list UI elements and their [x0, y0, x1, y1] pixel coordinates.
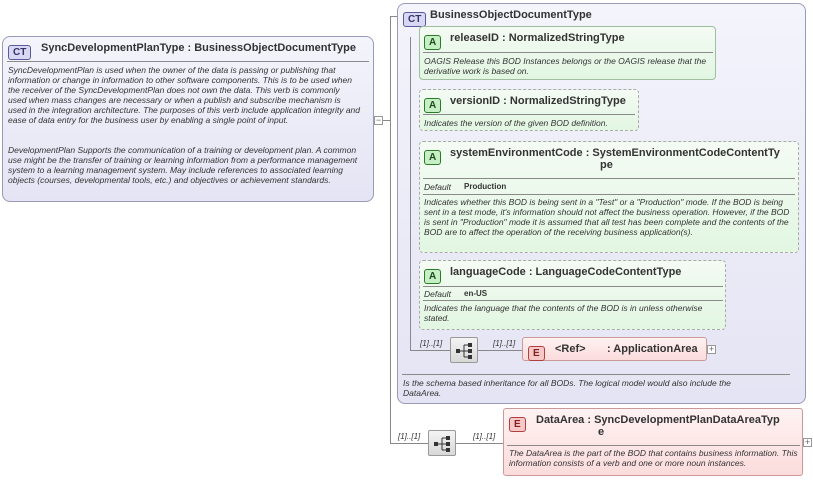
attribute-title: systemEnvironmentCode : SystemEnvironmentCodeContentTy — [450, 147, 780, 159]
multiplicity-label: [1]..[1] — [420, 339, 443, 348]
divider — [423, 300, 723, 301]
connector — [410, 37, 411, 350]
attribute-title: versionID : NormalizedStringType — [450, 95, 626, 107]
default-value: en-US — [464, 289, 488, 298]
complex-type-badge: CT — [403, 12, 426, 27]
complex-type-badge: CT — [8, 45, 31, 60]
attribute-badge: A — [424, 269, 441, 284]
attribute-systemenvironmentcode[interactable] — [419, 141, 799, 253]
multiplicity-label: [1]..[1] — [473, 432, 496, 441]
divider — [402, 374, 790, 375]
sequence-icon — [451, 338, 479, 364]
element-badge: E — [509, 417, 526, 432]
attribute-description: Indicates whether this BOD is being sent in a "Test" or a "Production" mode. If the BOD is being sent in a test mode, it's information should not affect the business operation. However, if the BOD is sent in "Production" mode it is assumed that all test has been complete and the contents of the BOD are to affect the operation of the receiving business application(s). — [424, 197, 790, 237]
root-type-title: SyncDevelopmentPlanType : BusinessObjectDocumentType — [41, 42, 357, 54]
element-applicationarea[interactable] — [522, 337, 707, 361]
divider — [423, 52, 713, 53]
divider — [423, 114, 635, 115]
attribute-title-wrap: pe — [600, 159, 613, 171]
sequence-box[interactable] — [450, 337, 478, 363]
attribute-title: languageCode : LanguageCodeContentType — [450, 266, 682, 278]
bod-type-title: BusinessObjectDocumentType — [430, 9, 592, 21]
connector — [456, 443, 503, 444]
element-title: : ApplicationArea — [607, 343, 698, 355]
expand-icon[interactable]: + — [708, 344, 715, 354]
collapse-icon[interactable]: − — [375, 115, 382, 125]
attribute-versionid[interactable] — [419, 89, 639, 131]
element-badge: E — [528, 346, 545, 361]
attribute-description: Indicates the language that the contents of the BOD is in unless otherwise stated. — [424, 303, 703, 323]
attribute-languagecode[interactable] — [419, 260, 726, 330]
element-dataarea[interactable] — [503, 408, 803, 476]
root-description: SyncDevelopmentPlan is used when the owner of the data is passing or publishing that information or change in information to other software components. This is to be used when the receiver of the SyncDevelopmentPlan does not own the data. This verb is commonly used when mass changes are necessary or when a publish and subscribe mechanism is used in the integration architecture. The purposes of this verb include application integrity and ease of data entry for the business user by enabling a single point of input. — [8, 65, 361, 125]
element-title: DataArea : SyncDevelopmentPlanDataAreaTyp — [536, 414, 780, 426]
sequence-icon — [429, 431, 457, 457]
sequence-box[interactable] — [428, 430, 456, 456]
attribute-description: OAGIS Release this BOD Instances belongs or the OAGIS release that the derivative work is based on. — [424, 56, 707, 76]
multiplicity-label: [1]..[1] — [398, 432, 421, 441]
attribute-badge: A — [424, 150, 441, 165]
attribute-releaseid[interactable] — [419, 26, 716, 80]
connector — [410, 350, 450, 351]
attribute-badge: A — [424, 98, 441, 113]
element-description: The DataArea is the part of the BOD that contains business information. This information consists of a verb and one or more noun instances. — [509, 448, 798, 468]
connector — [390, 443, 428, 444]
divider — [423, 194, 795, 195]
divider — [507, 445, 800, 446]
attribute-description: Indicates the version of the given BOD definition. — [424, 118, 608, 128]
element-ref: <Ref> — [555, 343, 586, 355]
expand-icon[interactable]: + — [804, 437, 811, 447]
bod-description: Is the schema based inheritance for all BODs. The logical model would also include the DataArea. — [403, 378, 731, 398]
divider — [423, 178, 795, 179]
divider — [423, 286, 723, 287]
divider — [7, 61, 369, 62]
connector — [390, 16, 391, 443]
attribute-title: releaseID : NormalizedStringType — [450, 32, 625, 44]
attribute-badge: A — [424, 35, 441, 50]
default-label: Default — [424, 289, 451, 299]
root-type-card[interactable] — [2, 36, 374, 202]
element-title-wrap: e — [598, 426, 605, 438]
multiplicity-label: [1]..[1] — [493, 339, 516, 348]
default-label: Default — [424, 182, 451, 192]
connector — [478, 350, 522, 351]
default-value: Production — [464, 182, 507, 191]
root-description-2: DevelopmentPlan Supports the communication of a training or development plan. A common use might be the transfer of training or learning information from a performance management system to a learning management system. May include references to associated learning objects (courses, developmental tools, etc.) and objectives or achievement standards. — [8, 145, 358, 185]
